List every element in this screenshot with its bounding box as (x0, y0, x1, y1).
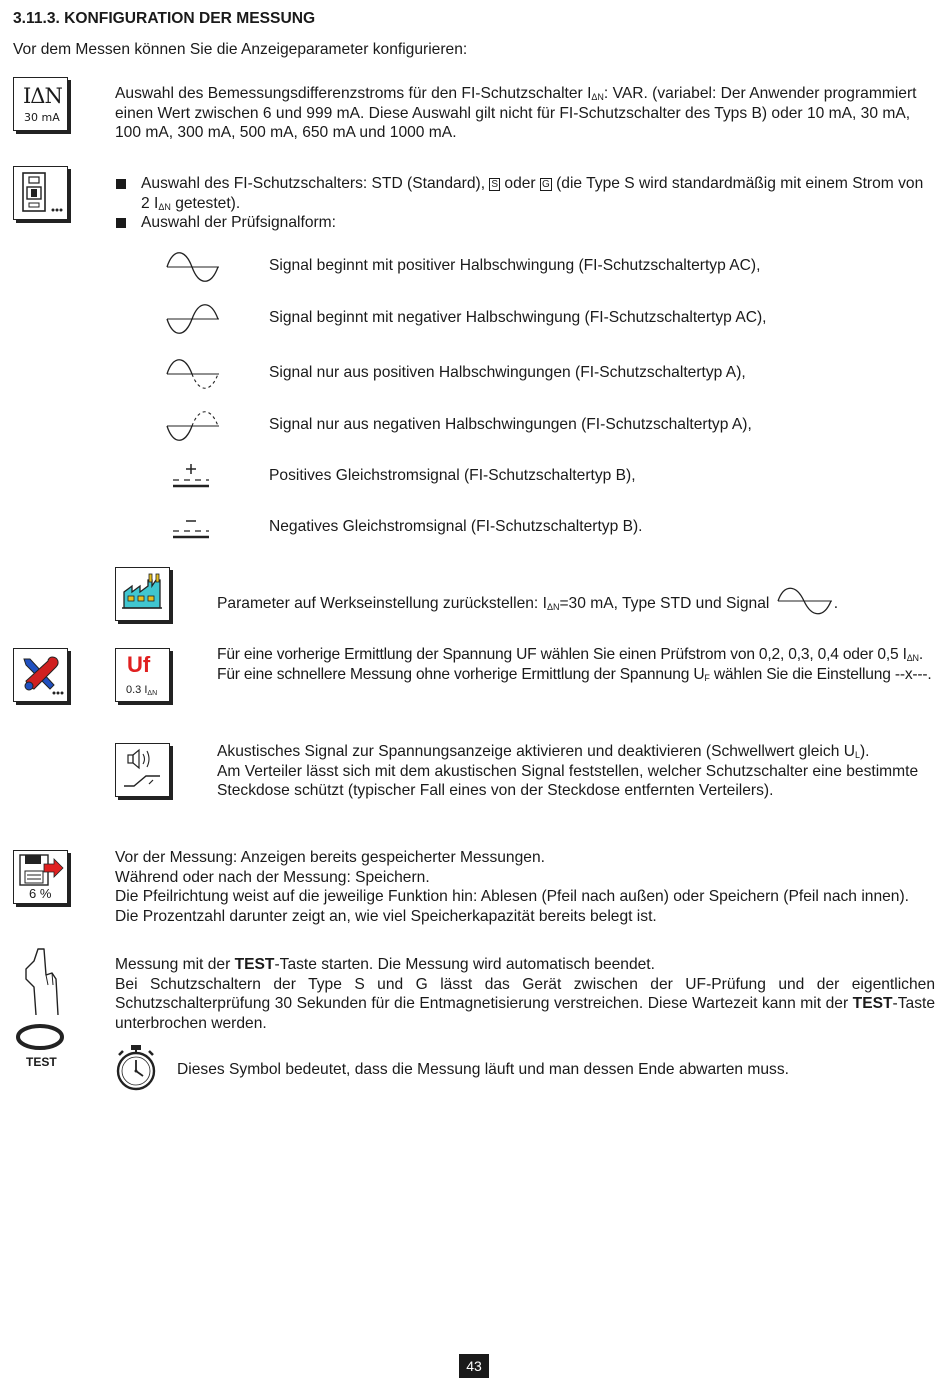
page-number: 43 (459, 1354, 489, 1378)
signal-row: Positives Gleichstromsignal (FI-Schutzschaltertyp B), (165, 458, 865, 498)
sine-negative-icon (165, 300, 221, 338)
memory-percent: 6 % (29, 886, 52, 901)
sound-signal-icon (115, 743, 170, 797)
uf-setting-icon (115, 648, 170, 702)
idn-symbol: IΔN (23, 84, 62, 108)
memory-description: Vor der Messung: Anzeigen bereits gespeicherter Messungen. Während oder nach der Messung: Speichern. Die Pfeilrichtung weist auf die jeweilige Funktion hin: Ablesen (Pfeil nach außen) oder Speichern (Pfeil nach innen). Die Prozentzahl darunter zeigt an, wie viel Speicherkapazität bereits belegt ist. (115, 849, 909, 925)
factory-reset-icon (115, 567, 170, 621)
intro-text: Vor dem Messen können Sie die Anzeigeparameter konfigurieren: (13, 41, 468, 58)
half-wave-positive-icon (165, 355, 221, 393)
factory-reset-text: Parameter auf Werkseinstellung zurückstellen: $I_{\Delta N}=30$ mA, Type STD und Signal . (217, 584, 838, 618)
signal-row: Signal beginnt mit negativer Halbschwingung (FI-Schutzschaltertyp AC), (165, 300, 865, 340)
sine-positive-icon (776, 584, 834, 618)
tools-settings-icon (13, 648, 68, 702)
signal-row: Signal beginnt mit positiver Halbschwingung (FI-Schutzschaltertyp AC), (165, 248, 865, 288)
uf-value: 0.3 $I_{\Delta N}$ (126, 684, 158, 697)
test-button-icon (12, 945, 68, 1073)
test-label: TEST (26, 1055, 57, 1069)
dc-positive-icon (165, 458, 221, 496)
signal-row: Signal nur aus positiven Halbschwingungen (FI-Schutzschaltertyp A), (165, 355, 865, 395)
bullet-rcd-type: Auswahl des FI-Schutzschalters: STD (Standard), S oder G (die Type S wird standardmäßig mit einem Strom von 2 $I_{\Delta N}$ getestet). (115, 174, 935, 213)
idn-setting-icon (13, 77, 68, 131)
stopwatch-icon (113, 1043, 159, 1091)
sine-positive-icon (165, 248, 221, 286)
signal-row: Negatives Gleichstromsignal (FI-Schutzschaltertyp B). (165, 509, 865, 549)
rcd-bullet-list (115, 174, 935, 233)
memory-icon (13, 850, 68, 904)
idn-value: 30 mA (24, 111, 60, 124)
stopwatch-description: Dieses Symbol bedeutet, dass die Messung läuft und man dessen Ende abwarten muss. (177, 1061, 789, 1078)
signal-row: Signal nur aus negativen Halbschwingungen (FI-Schutzschaltertyp A), (165, 407, 865, 447)
half-wave-negative-icon (165, 407, 221, 445)
idn-description: Auswahl des Bemessungsdifferenzstroms für den FI-Schutzschalter $I_{\Delta N}$: VAR. (variabel: Der Anwender programmiert einen Wert zwischen 6 und 999 mA. Diese Auswahl gilt nicht für FI-Schutzschalter des Typs B) oder 10 mA, 30 mA, 100 mA, 300 mA, 500 mA, 650 mA und 1000 mA. (115, 85, 917, 142)
rcd-type-icon (13, 166, 68, 220)
dc-negative-icon (165, 509, 221, 547)
bullet-signal-form: Auswahl der Prüfsignalform: (115, 213, 935, 233)
uf-label: Uf (127, 652, 151, 677)
section-heading: 3.11.3. KONFIGURATION DER MESSUNG (13, 10, 316, 27)
uf-description: Für eine vorherige Ermittlung der Spannung UF wählen Sie einen Prüfstrom von 0,2, 0,3, 0,4 oder 0,5 $I_{\Delta N}$. Für eine schnellere Messung ohne vorherige Ermittlung der Spannung $U_F$ wählen Sie die Einstellung --x---. (217, 646, 932, 683)
sound-description: Akustisches Signal zur Spannungsanzeige aktivieren und deaktivieren (Schwellwert gleich $U_L$). Am Verteiler lässt sich mit dem akustischen Signal feststellen, welcher Schutzschalter eine bestimmte Steckdose schützt (typischer Fall eines von der Steckdose entfernten Verteilers). (217, 743, 919, 800)
test-description: Messung mit der TEST-Taste starten. Die Messung wird automatisch beendet. Bei Schutzschaltern der Type S und G lässt das Gerät zwischen der UF-Prüfung und der eigentlichen Schutzschalterprüfung 30 Sekunden für die Entmagnetisierung verstreichen. Diese Wartezeit kann mit der TEST-Taste unterbrochen werden. (115, 956, 935, 1032)
